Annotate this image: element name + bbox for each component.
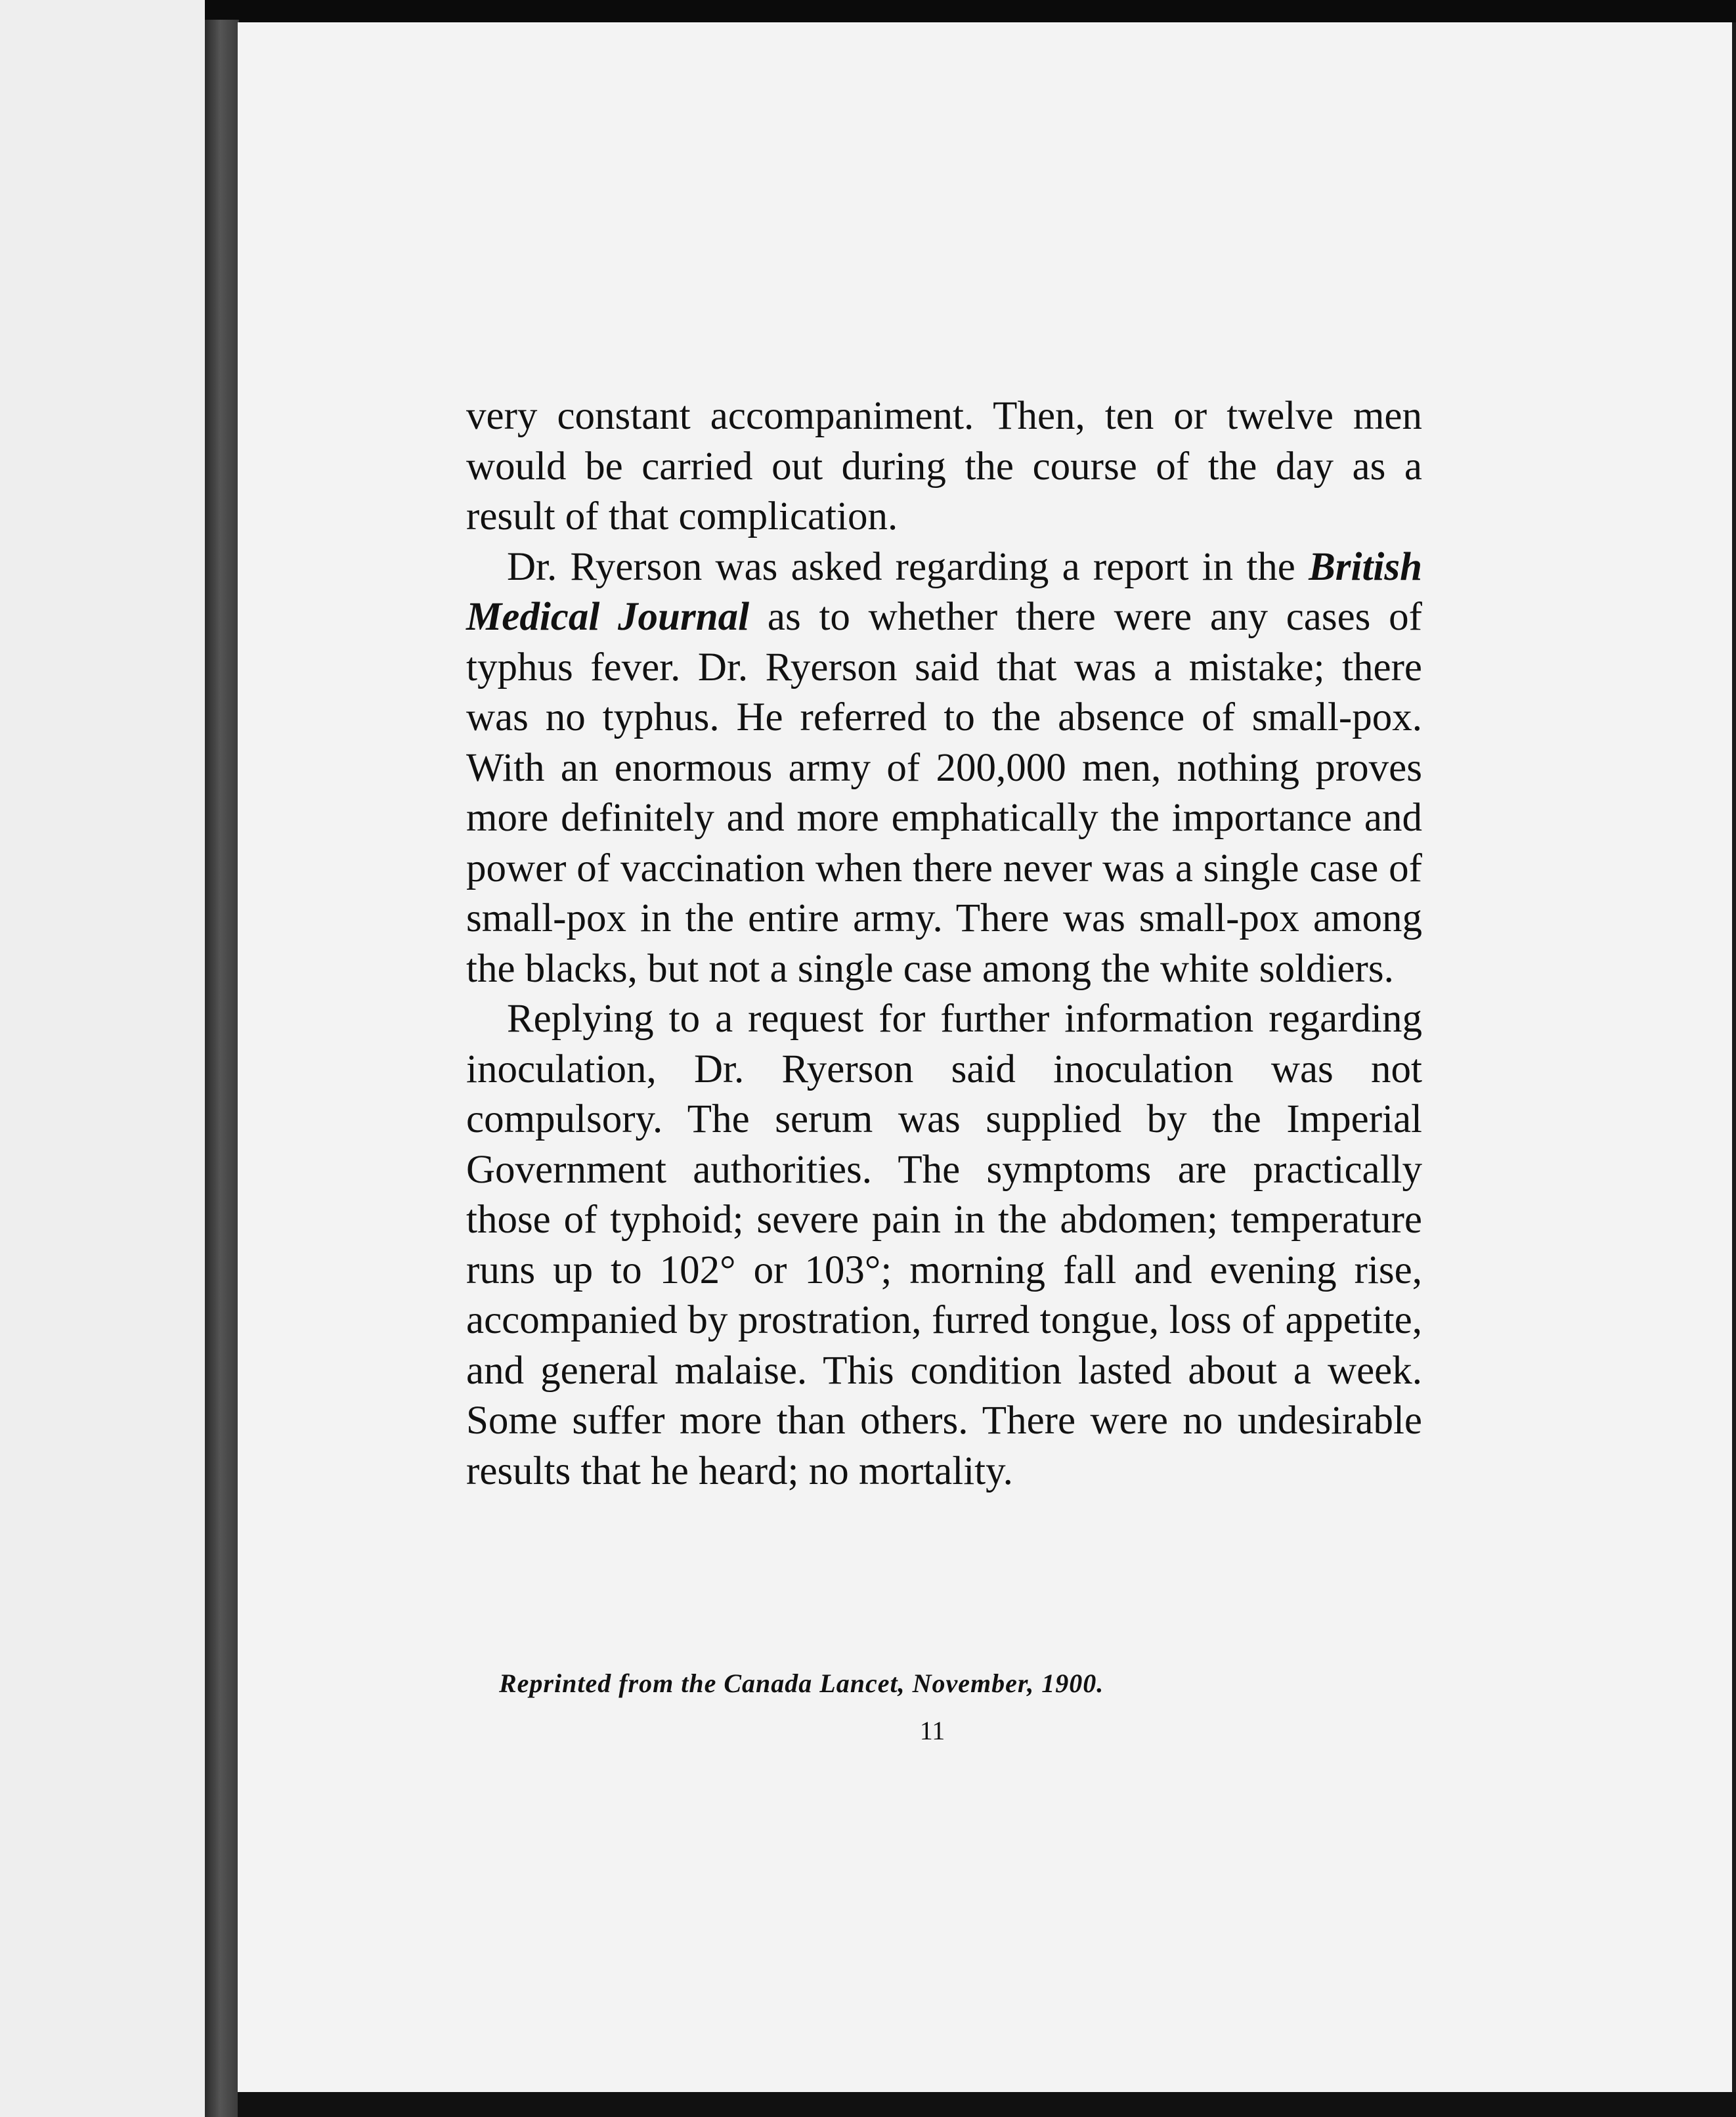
page-number: 11 <box>919 1716 945 1745</box>
page-right-edge <box>1732 22 1736 2093</box>
paragraph-1: very constant accompaniment. Then, ten or twelve men would be carried out during the course of the day as a result of that complication. <box>466 394 1422 538</box>
facing-page <box>0 0 205 2117</box>
body-text <box>466 391 1422 1496</box>
book-gutter <box>205 20 239 2117</box>
journal-title: British Medical Journal <box>466 544 1423 639</box>
paragraph-2-start: Dr. Ryerson was asked regarding a report in the <box>507 544 1295 589</box>
reprint-note: Reprinted from the Canada Lancet, November, 1900. <box>499 1669 1104 1698</box>
paragraph-2-rest: as to whether there were any cases of typhus fever. Dr. Ryerson said that was a mistake; there was no typhus. He referred to the absence of small-pox. With an enormous army of 200,000 men, nothing proves more definitely and more emphatically the importance and power of vaccination when there never was a single case of small-pox in the entire army. There was small-pox among the blacks, but not a single case among the white soldiers. <box>466 595 1422 991</box>
paragraph-2 <box>466 542 1422 995</box>
paragraph-3: Replying to a request for further information regarding inoculation, Dr. Ryerson said inoculation was not compulsory. The serum was supplied by the Imperial Government authorities. The symptoms are practically those of typhoid; severe pain in the abdomen; temperature runs up to 102° or 103°; morning fall and evening rise, accompanied by prostration, furred tongue, loss of appetite, and general malaise. This condition lasted about a week. Some suffer more than others. There were no undesirable results that he heard; no mortality. <box>466 997 1422 1493</box>
page-bottom-edge <box>238 2092 1736 2117</box>
